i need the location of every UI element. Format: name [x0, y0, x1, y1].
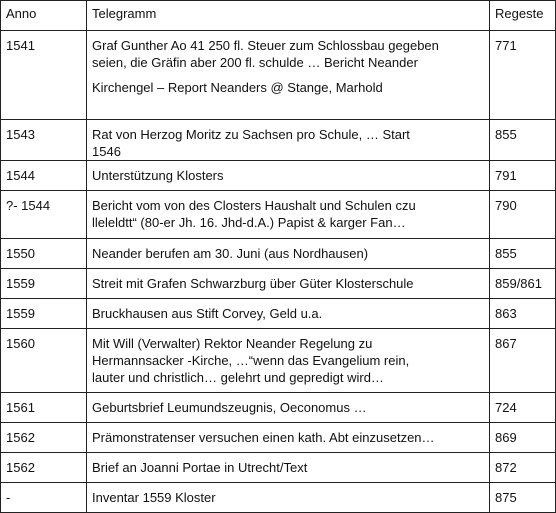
- regeste-cell: 790: [490, 191, 556, 239]
- telegramm-line: Unterstützung Klosters: [92, 168, 224, 183]
- telegramm-cell: [87, 393, 490, 423]
- table-row: [1, 161, 556, 191]
- telegramm-line: Rat von Herzog Moritz zu Sachsen pro Schule, … Start: [92, 127, 410, 142]
- telegramm-extra-line: Kirchengel – Report Neanders @ Stange, Marhold: [92, 80, 383, 95]
- anno-cell: 1559: [1, 299, 87, 329]
- table-row: [1, 269, 556, 299]
- telegramm-cell: [87, 329, 490, 393]
- table-row: [1, 423, 556, 453]
- anno-cell: 1562: [1, 423, 87, 453]
- table-row: [1, 299, 556, 329]
- telegramm-line: Graf Gunther Ao 41 250 fl. Steuer zum Schlossbau gegeben: [92, 38, 439, 53]
- table-row: [1, 453, 556, 483]
- table-row: [1, 483, 556, 513]
- telegramm-line: seien, die Gräfin aber 200 fl. schulde … Bericht Neander: [92, 55, 418, 70]
- telegramm-line: Streit mit Grafen Schwarzburg über Güter Klosterschule: [92, 276, 414, 291]
- table-row: [1, 120, 556, 161]
- regeste-cell: 875: [490, 483, 556, 513]
- telegramm-line: lauter und christlich… gelehrt und gepredigt wird…: [92, 370, 384, 385]
- regeste-cell: 867: [490, 329, 556, 393]
- table-row: [1, 31, 556, 120]
- header-regeste: Regeste: [490, 1, 556, 31]
- anno-cell: 1562: [1, 453, 87, 483]
- telegramm-line: 1546: [92, 144, 121, 159]
- anno-cell: 1541: [1, 31, 87, 120]
- telegramm-cell: [87, 269, 490, 299]
- telegramm-cell: [87, 120, 490, 161]
- anno-cell: 1550: [1, 239, 87, 269]
- regeste-cell: 859/861: [490, 269, 556, 299]
- telegramm-line: Geburtsbrief Leumundszeugnis, Oeconomus …: [92, 400, 367, 415]
- anno-cell: -: [1, 483, 87, 513]
- paragraph-gap: [92, 71, 484, 79]
- anno-cell: 1559: [1, 269, 87, 299]
- telegramm-line: lleleldtt“ (80-er Jh. 16. Jhd-d.A.) Papist & karger Fan…: [92, 215, 406, 230]
- telegramm-cell: [87, 299, 490, 329]
- regeste-cell: 791: [490, 161, 556, 191]
- telegramm-cell: [87, 483, 490, 513]
- telegramm-line: Inventar 1559 Kloster: [92, 490, 216, 505]
- telegramm-line: Bericht vom von des Closters Haushalt und Schulen czu: [92, 198, 416, 213]
- telegramm-line: Brief an Joanni Portae in Utrecht/Text: [92, 460, 308, 475]
- table-row: [1, 329, 556, 393]
- anno-cell: ?- 1544: [1, 191, 87, 239]
- telegramm-cell: [87, 453, 490, 483]
- regeste-cell: 771: [490, 31, 556, 120]
- telegramm-cell: [87, 239, 490, 269]
- regeste-cell: 863: [490, 299, 556, 329]
- anno-cell: 1561: [1, 393, 87, 423]
- anno-cell: 1560: [1, 329, 87, 393]
- regeste-cell: 724: [490, 393, 556, 423]
- regeste-cell: 855: [490, 120, 556, 161]
- header-anno: Anno: [1, 1, 87, 31]
- anno-cell: 1544: [1, 161, 87, 191]
- telegramm-line: Hermannsacker -Kirche, …“wenn das Evangelium rein,: [92, 353, 410, 368]
- anno-cell: 1543: [1, 120, 87, 161]
- telegramm-cell: [87, 423, 490, 453]
- telegramm-cell: [87, 31, 490, 120]
- telegramm-line: Mit Will (Verwalter) Rektor Neander Regelung zu: [92, 336, 373, 351]
- telegramm-cell: [87, 191, 490, 239]
- header-telegramm: Telegramm: [87, 1, 490, 31]
- telegramm-line: Prämonstratenser versuchen einen kath. Abt einzusetzen…: [92, 430, 435, 445]
- regeste-cell: 869: [490, 423, 556, 453]
- table-row: [1, 393, 556, 423]
- telegramm-cell: [87, 161, 490, 191]
- telegramm-line: Neander berufen am 30. Juni (aus Nordhausen): [92, 246, 369, 261]
- table-row: [1, 239, 556, 269]
- header-row: [1, 1, 556, 31]
- table-row: [1, 191, 556, 239]
- regeste-cell: 855: [490, 239, 556, 269]
- telegramm-line: Bruckhausen aus Stift Corvey, Geld u.a.: [92, 306, 323, 321]
- regeste-cell: 872: [490, 453, 556, 483]
